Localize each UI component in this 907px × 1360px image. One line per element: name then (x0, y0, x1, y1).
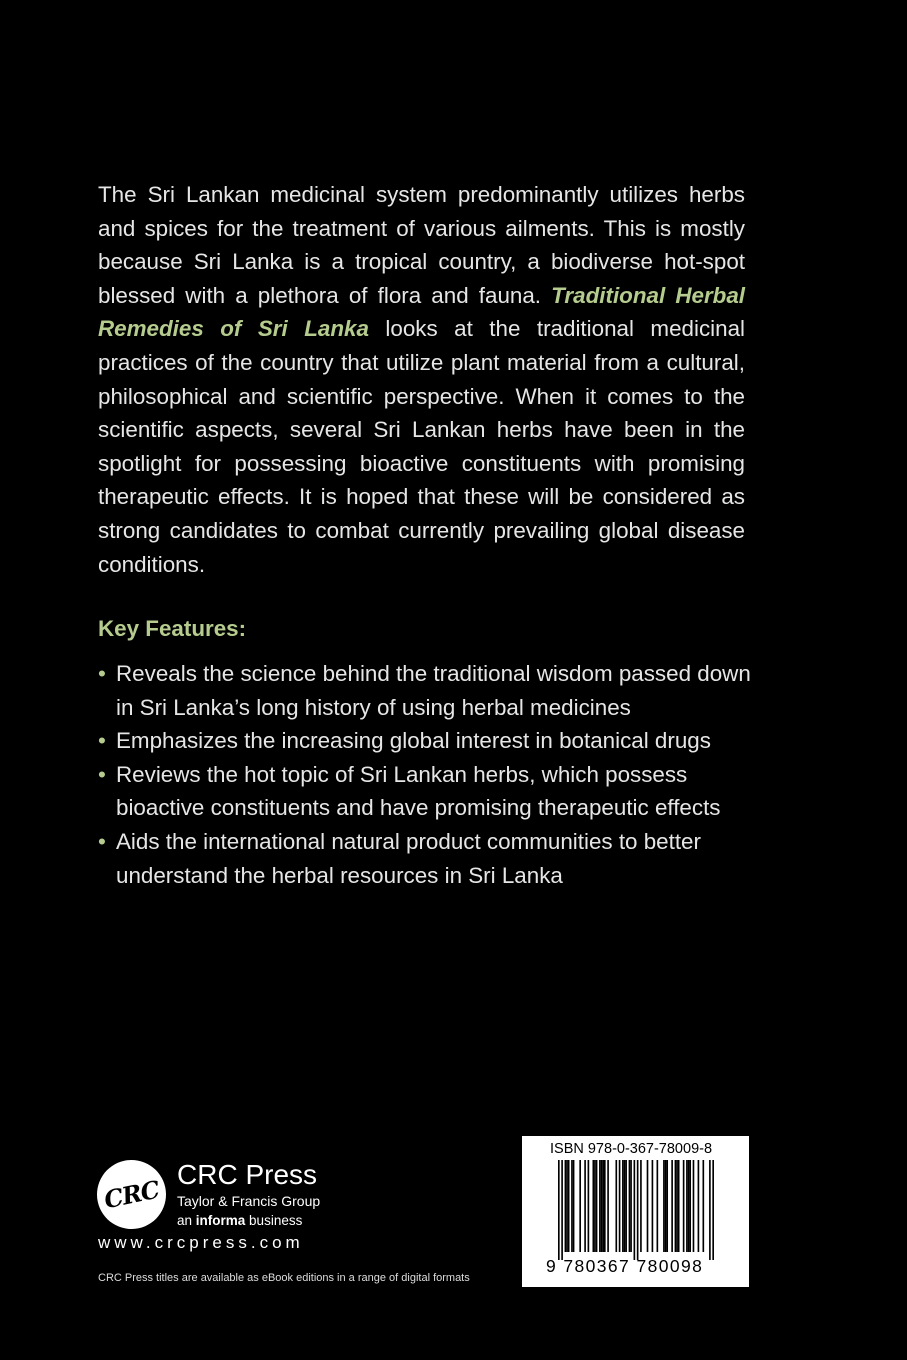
barcode-bar (689, 1160, 691, 1252)
barcode-bar (615, 1160, 617, 1252)
barcode-bar (709, 1160, 711, 1260)
key-feature-item (98, 758, 758, 825)
barcode-bar (624, 1160, 626, 1252)
key-feature-text: Reveals the science behind the traditional wisdom passed down in Sri Lanka’s long history of using herbal medicines (116, 661, 751, 720)
isbn-label: ISBN 978-0-367-78009-8 (550, 1141, 713, 1157)
key-features-heading: Key Features: (98, 616, 247, 641)
barcode-bar (663, 1160, 665, 1252)
barcode-bar (712, 1160, 714, 1260)
description-text-before: The Sri Lankan medicinal system predominantly utilizes herbs and spices for the treatment of various ailments. This is mostly because Sri Lanka is a tropical country, a biodiverse hot-spot blessed with a plethora of flora and fauna. (98, 182, 745, 308)
key-feature-text: Emphasizes the increasing global interest in botanical drugs (116, 728, 711, 754)
barcode-bar (683, 1160, 685, 1252)
barcode-bar (676, 1160, 678, 1252)
barcode-bar (571, 1160, 573, 1252)
barcode-bar (703, 1160, 705, 1252)
barcode-bar (688, 1160, 690, 1252)
barcode-bar (678, 1160, 680, 1252)
bullet-icon: • (98, 728, 106, 754)
barcode-bar (666, 1160, 668, 1252)
barcode-bar (675, 1160, 677, 1252)
barcode-icon (558, 1160, 714, 1260)
key-feature-item (98, 724, 758, 758)
barcode-bar (619, 1160, 621, 1252)
business-prefix: an (177, 1213, 196, 1228)
crc-logo-text: CRC (101, 1174, 162, 1215)
publisher-group: Taylor & Francis Group (177, 1193, 321, 1209)
barcode-bar (647, 1160, 649, 1252)
barcode-bar (671, 1160, 673, 1252)
barcode-bar (604, 1160, 606, 1252)
publisher-website: www.crcpress.com (98, 1233, 304, 1252)
crc-logo-icon (91, 1154, 173, 1236)
barcode-bar (584, 1160, 586, 1252)
bullet-icon: • (98, 661, 106, 686)
publisher-name: CRC Press (177, 1159, 318, 1190)
barcode-bar (573, 1160, 575, 1252)
barcode-bar (686, 1160, 688, 1252)
description-paragraph (98, 178, 745, 581)
barcode-bar (657, 1160, 659, 1252)
key-feature-item (98, 825, 758, 892)
barcode-bar (599, 1160, 601, 1252)
business-suffix: business (245, 1213, 303, 1228)
barcode-bar (640, 1160, 642, 1252)
key-feature-text: Reviews the hot topic of Sri Lankan herbs, which possess bioactive constituents and have promising therapeutic effects (116, 761, 721, 821)
barcode-bar (698, 1160, 700, 1252)
barcode-bar (558, 1160, 560, 1260)
barcode-bar (592, 1160, 594, 1252)
barcode-bar (566, 1160, 568, 1252)
key-features-list (98, 657, 758, 892)
bullet-icon: • (98, 761, 106, 787)
isbn-barcode-box (522, 1136, 749, 1287)
ebook-note: CRC Press titles are available as eBook editions in a range of digital formats (98, 1272, 470, 1284)
barcode-bar (601, 1160, 603, 1252)
barcode-bar (607, 1160, 609, 1252)
barcode-bar (665, 1160, 667, 1252)
barcode-bar (602, 1160, 604, 1252)
barcode-bar (629, 1160, 631, 1252)
barcode-bar (634, 1160, 636, 1260)
barcode-bar (622, 1160, 624, 1252)
barcode-bar (652, 1160, 654, 1252)
book-title: Traditional Herbal Remedies of Sri Lanka (98, 282, 746, 342)
bullet-icon: • (98, 828, 106, 854)
barcode-bar (594, 1160, 596, 1252)
barcode-bar (561, 1160, 563, 1260)
barcode-bar (596, 1160, 598, 1252)
business-bold: informa (195, 1213, 246, 1228)
barcode-bar (637, 1160, 639, 1260)
barcode-bar (579, 1160, 581, 1252)
key-feature-text: Aids the international natural product communities to better understand the herbal resources in Sri Lanka (116, 828, 701, 888)
barcode-bar (630, 1160, 632, 1252)
barcode-bar (565, 1160, 567, 1252)
key-feature-item (98, 657, 758, 724)
description-text-after: looks at the traditional medicinal practices of the country that utilize plant material from a cultural, philosophical and scientific perspective. When it comes to the scientific aspects, several Sri Lankan herbs have been in the spotlight for possessing bioactive constituents with promising therapeutic effects. It is hoped that these will be considered as strong candidates to combat currently prevailing global disease conditions. (98, 316, 746, 577)
publisher-business (177, 1212, 302, 1230)
barcode-bar (693, 1160, 695, 1252)
barcode-bar (625, 1160, 627, 1252)
barcode-bar (588, 1160, 590, 1252)
barcode-bar (568, 1160, 570, 1252)
barcode-digits: 9 780367 780098 (546, 1256, 704, 1276)
